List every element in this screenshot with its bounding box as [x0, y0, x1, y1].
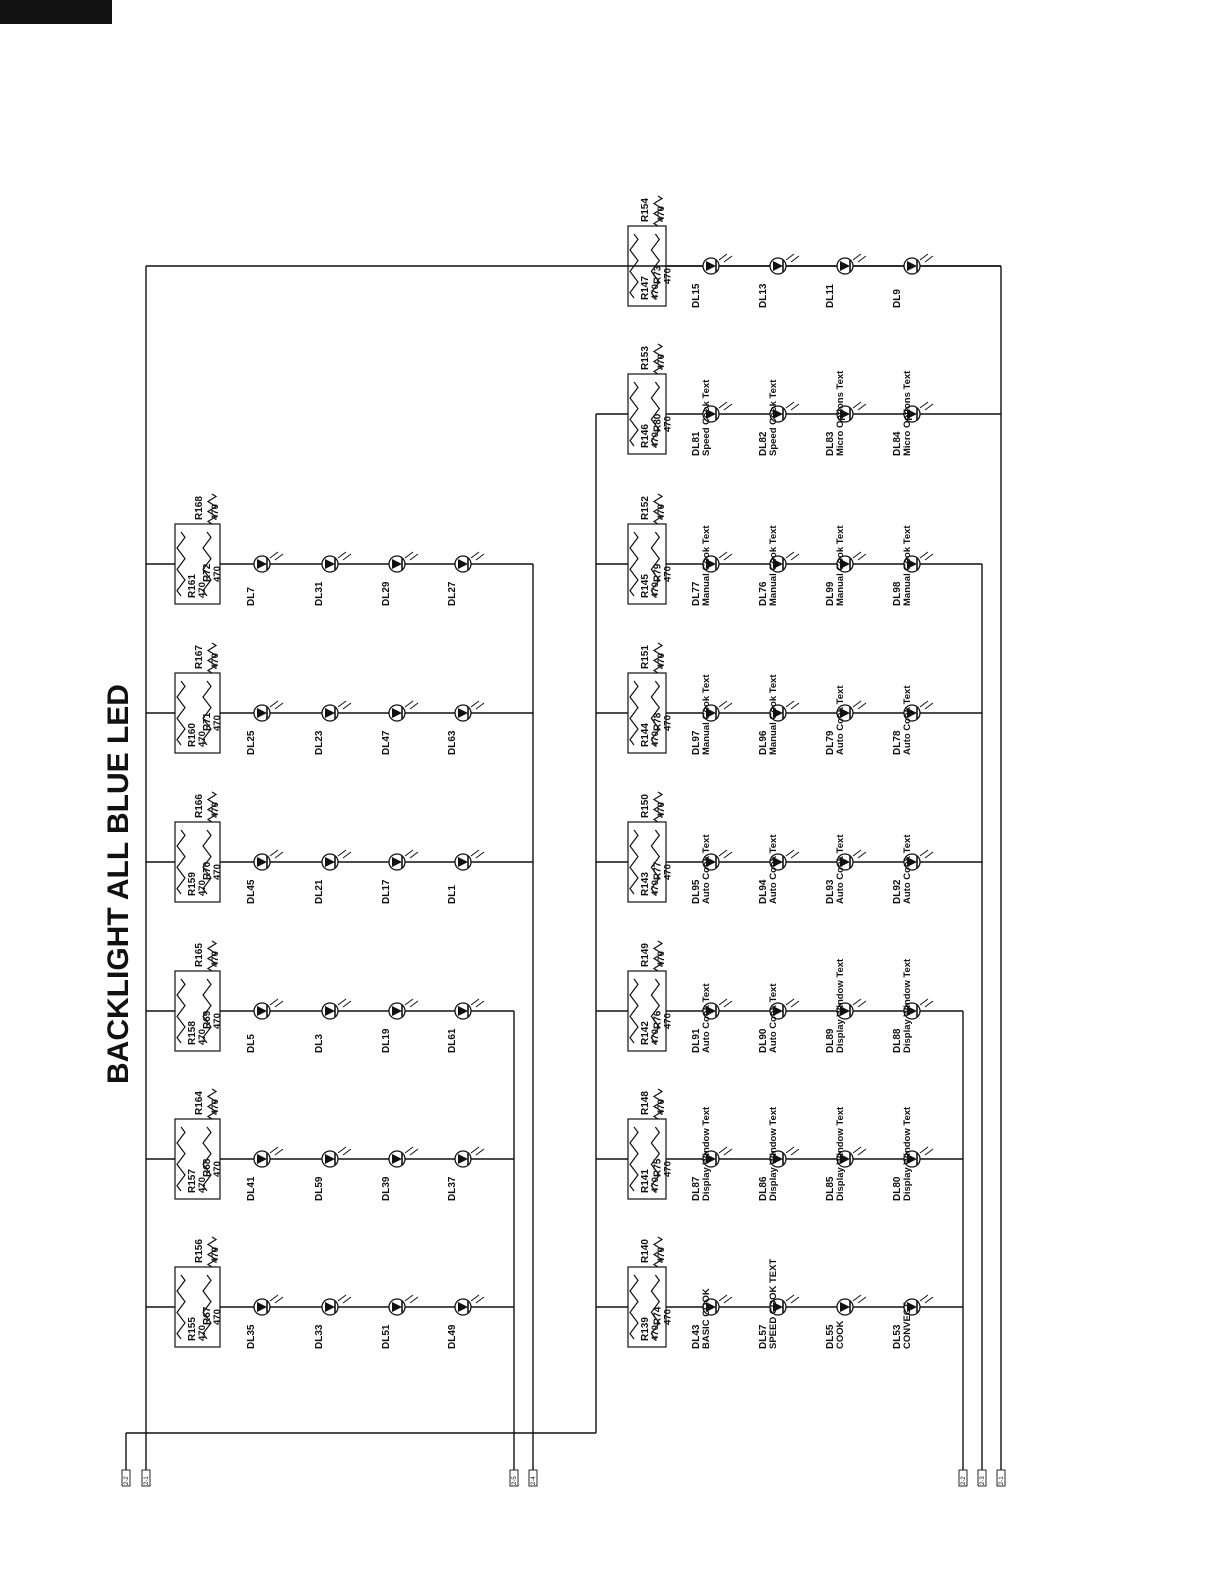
led-arrows — [853, 1147, 866, 1155]
led-label-DL61: DL61 — [447, 1028, 458, 1053]
resistor-value-R145: 470 — [650, 582, 661, 598]
resistor-value-R71: 470 — [212, 715, 223, 731]
resistor-R146 — [630, 382, 638, 446]
led-arrows — [719, 552, 732, 560]
led-arrows — [405, 850, 418, 858]
led-arrows — [920, 701, 933, 709]
resistor-label-R142: R142 — [640, 1021, 651, 1045]
resistor-value-R152: 470 — [656, 504, 667, 520]
resistor-value-R155: 470 — [197, 1325, 208, 1341]
resistor-label-R157: R157 — [187, 1169, 198, 1193]
led-label-DL33: DL33 — [314, 1324, 325, 1349]
resistor-label-R80: R80 — [652, 413, 664, 432]
led-label-DL99: DL99 — [825, 581, 836, 606]
led-label-DL76: DL76 — [758, 581, 769, 606]
led-arrows — [719, 402, 732, 410]
led-arrows — [338, 552, 351, 560]
led-arrows — [719, 1147, 732, 1155]
led-text-DL80: Display Window Text — [902, 1106, 913, 1201]
led-label-DL47: DL47 — [381, 730, 392, 755]
resistor-label-R167: R167 — [194, 645, 205, 669]
resistor-label-R149: R149 — [640, 943, 651, 967]
led-DL31 — [322, 552, 351, 572]
led-label-DL21: DL21 — [314, 879, 325, 904]
resistor-label-R161: R161 — [187, 574, 198, 598]
resistor-value-R165: 470 — [210, 951, 221, 967]
led-arrows — [338, 701, 351, 709]
led-arrows — [338, 850, 351, 858]
resistor-value-R157: 470 — [197, 1177, 208, 1193]
resistor-value-R141: 470 — [650, 1177, 661, 1193]
connector-2-1 — [997, 1470, 1005, 1486]
resistor-label-R79: R79 — [652, 563, 664, 582]
resistor-value-R161: 470 — [197, 582, 208, 598]
resistor-value-R68: 470 — [212, 1161, 223, 1177]
led-label-DL77: DL77 — [691, 581, 702, 606]
led-label-DL93: DL93 — [825, 879, 836, 904]
led-DL17 — [389, 850, 418, 870]
led-arrows — [719, 850, 732, 858]
led-DL63 — [455, 701, 484, 721]
resistor-value-R77: 470 — [662, 864, 674, 880]
led-label-DL83: DL83 — [825, 431, 836, 456]
led-label-DL82: DL82 — [758, 431, 769, 456]
resistor-R144 — [630, 681, 638, 745]
led-arrows — [920, 850, 933, 858]
connector-label: 2-5 — [512, 1476, 518, 1485]
led-DL35 — [254, 1295, 283, 1315]
led-arrows — [338, 999, 351, 1007]
led-label-DL3: DL3 — [314, 1034, 325, 1053]
connector-2-1 — [142, 1470, 150, 1486]
led-text-DL99: Manual Cook Text — [835, 525, 846, 606]
led-text-DL97: Manual Cook Text — [701, 674, 712, 755]
connector-label: 2-1 — [999, 1476, 1005, 1485]
resistor-label-R153: R153 — [640, 346, 651, 370]
schematic-title: BACKLIGHT ALL BLUE LED — [102, 684, 135, 1084]
led-label-DL9: DL9 — [892, 289, 903, 308]
resistor-R141 — [630, 1127, 638, 1191]
led-label-DL5: DL5 — [246, 1034, 257, 1053]
connector-label: 2-2 — [961, 1476, 967, 1485]
resistor-label-R68: R68 — [202, 1158, 213, 1177]
led-DL49 — [455, 1295, 484, 1315]
led-arrows — [471, 1147, 484, 1155]
led-text-DL81: Speed Cook Text — [701, 379, 712, 456]
led-label-DL91: DL91 — [691, 1028, 702, 1053]
resistor-value-R150: 470 — [656, 802, 667, 818]
led-label-DL81: DL81 — [691, 431, 702, 456]
led-label-DL55: DL55 — [825, 1324, 836, 1349]
led-label-DL97: DL97 — [691, 730, 702, 755]
resistor-value-R69: 470 — [212, 1013, 223, 1029]
connector-2-2 — [122, 1470, 130, 1486]
resistor-value-R79: 470 — [662, 566, 674, 582]
resistor-label-R72: R72 — [202, 563, 213, 582]
resistor-label-R144: R144 — [640, 723, 651, 747]
led-arrows — [338, 1147, 351, 1155]
led-label-DL25: DL25 — [246, 730, 257, 755]
led-arrows — [471, 701, 484, 709]
led-label-DL53: DL53 — [892, 1324, 903, 1349]
led-label-DL49: DL49 — [447, 1324, 458, 1349]
resistor-value-R144: 470 — [650, 731, 661, 747]
led-text-DL84: Micro Options Text — [902, 370, 913, 456]
led-text-DL91: Auto Cook Text — [701, 983, 712, 1053]
resistor-label-R77: R77 — [652, 861, 664, 880]
led-label-DL88: DL88 — [892, 1028, 903, 1053]
resistor-label-R166: R166 — [194, 794, 205, 818]
led-text-DL76: Manual Cook Text — [768, 525, 779, 606]
resistor-value-R143: 470 — [650, 880, 661, 896]
led-text-DL95: Auto Cook Text — [701, 834, 712, 904]
led-arrows — [786, 402, 799, 410]
led-text-DL94: Auto Cook Text — [768, 834, 779, 904]
resistor-value-R67: 470 — [212, 1309, 223, 1325]
led-DL61 — [455, 999, 484, 1019]
led-DL39 — [389, 1147, 418, 1167]
resistor-value-R73: 470 — [662, 268, 674, 284]
led-arrows — [719, 1295, 732, 1303]
led-label-DL19: DL19 — [381, 1028, 392, 1053]
led-DL47 — [389, 701, 418, 721]
resistor-value-R154: 470 — [656, 206, 667, 222]
led-label-DL17: DL17 — [381, 879, 392, 904]
resistor-label-R147: R147 — [640, 276, 651, 300]
led-label-DL29: DL29 — [381, 581, 392, 606]
led-label-DL63: DL63 — [447, 730, 458, 755]
led-arrows — [920, 999, 933, 1007]
led-DL15 — [703, 254, 732, 274]
resistor-R139 — [630, 1275, 638, 1339]
resistor-R155 — [177, 1275, 185, 1339]
led-arrows — [270, 701, 283, 709]
led-label-DL41: DL41 — [246, 1176, 257, 1201]
led-arrows — [270, 850, 283, 858]
led-label-DL87: DL87 — [691, 1176, 702, 1201]
resistor-label-R143: R143 — [640, 872, 651, 896]
led-label-DL45: DL45 — [246, 879, 257, 904]
led-arrows — [853, 552, 866, 560]
resistor-label-R150: R150 — [640, 794, 651, 818]
led-arrows — [786, 1295, 799, 1303]
resistor-value-R164: 470 — [210, 1099, 221, 1115]
led-DL51 — [389, 1295, 418, 1315]
resistor-label-R146: R146 — [640, 424, 651, 448]
led-arrows — [920, 1295, 933, 1303]
led-DL25 — [254, 701, 283, 721]
led-arrows — [405, 701, 418, 709]
led-label-DL84: DL84 — [892, 431, 903, 456]
connector-label: 2-3 — [980, 1476, 986, 1485]
resistor-label-R155: R155 — [187, 1317, 198, 1341]
led-text-DL83: Micro Options Text — [835, 370, 846, 456]
led-arrows — [338, 1295, 351, 1303]
resistor-value-R140: 470 — [656, 1247, 667, 1263]
led-DL33 — [322, 1295, 351, 1315]
resistor-label-R158: R158 — [187, 1021, 198, 1045]
resistor-label-R76: R76 — [652, 1010, 664, 1029]
led-text-DL82: Speed Cook Text — [768, 379, 779, 456]
resistor-value-R78: 470 — [662, 715, 674, 731]
resistor-label-R145: R145 — [640, 574, 651, 598]
resistor-value-R147: 470 — [650, 284, 661, 300]
resistor-R145 — [630, 532, 638, 596]
led-text-DL88: Display Window Text — [902, 958, 913, 1053]
resistor-label-R140: R140 — [640, 1239, 651, 1263]
resistor-value-R74: 470 — [662, 1309, 674, 1325]
led-text-DL57: SPEED COOK TEXT — [768, 1258, 779, 1349]
resistor-R158 — [177, 979, 185, 1043]
connector-2-4 — [529, 1470, 537, 1486]
led-arrows — [471, 552, 484, 560]
led-arrows — [853, 701, 866, 709]
led-DL9 — [904, 254, 933, 274]
led-DL41 — [254, 1147, 283, 1167]
resistor-label-R74: R74 — [652, 1306, 664, 1325]
resistor-label-R154: R154 — [640, 198, 651, 222]
led-DL1 — [455, 850, 484, 870]
led-arrows — [920, 1147, 933, 1155]
led-DL55 — [837, 1295, 866, 1315]
led-arrows — [786, 850, 799, 858]
resistor-label-R70: R70 — [202, 861, 213, 880]
led-arrows — [786, 254, 799, 262]
led-text-DL93: Auto Cook Text — [835, 834, 846, 904]
led-arrows — [270, 552, 283, 560]
led-label-DL51: DL51 — [381, 1324, 392, 1349]
led-arrows — [853, 999, 866, 1007]
resistor-label-R164: R164 — [194, 1091, 205, 1115]
resistor-value-R167: 470 — [210, 653, 221, 669]
led-arrows — [786, 701, 799, 709]
resistor-value-R160: 470 — [197, 731, 208, 747]
led-text-DL89: Display Window Text — [835, 958, 846, 1053]
resistor-label-R73: R73 — [652, 265, 664, 284]
led-arrows — [920, 402, 933, 410]
resistor-value-R149: 470 — [656, 951, 667, 967]
led-label-DL59: DL59 — [314, 1176, 325, 1201]
resistor-label-R78: R78 — [652, 712, 664, 731]
led-arrows — [719, 999, 732, 1007]
led-arrows — [471, 850, 484, 858]
resistor-label-R165: R165 — [194, 943, 205, 967]
led-DL13 — [770, 254, 799, 274]
led-label-DL92: DL92 — [892, 879, 903, 904]
led-DL37 — [455, 1147, 484, 1167]
led-DL27 — [455, 552, 484, 572]
led-arrows — [270, 999, 283, 1007]
led-label-DL90: DL90 — [758, 1028, 769, 1053]
led-arrows — [405, 999, 418, 1007]
led-label-DL15: DL15 — [691, 283, 702, 308]
resistor-R143 — [630, 830, 638, 894]
led-label-DL80: DL80 — [892, 1176, 903, 1201]
led-arrows — [853, 850, 866, 858]
led-label-DL94: DL94 — [758, 879, 769, 904]
resistor-label-R152: R152 — [640, 496, 651, 520]
resistor-label-R139: R139 — [640, 1317, 651, 1341]
led-arrows — [853, 402, 866, 410]
led-label-DL11: DL11 — [825, 284, 836, 308]
led-arrows — [853, 1295, 866, 1303]
resistor-R157 — [177, 1127, 185, 1191]
led-DL19 — [389, 999, 418, 1019]
led-text-DL55: COOK — [835, 1320, 846, 1349]
resistor-label-R160: R160 — [187, 723, 198, 747]
resistor-label-R71: R71 — [202, 712, 213, 731]
resistor-label-R69: R69 — [202, 1010, 213, 1029]
led-label-DL43: DL43 — [691, 1324, 702, 1349]
led-text-DL87: Display Window Text — [701, 1106, 712, 1201]
led-label-DL39: DL39 — [381, 1176, 392, 1201]
led-DL3 — [322, 999, 351, 1019]
resistor-value-R151: 470 — [656, 653, 667, 669]
led-label-DL31: DL31 — [314, 581, 325, 606]
resistor-R159 — [177, 830, 185, 894]
resistor-value-R142: 470 — [650, 1029, 661, 1045]
resistor-label-R75: R75 — [652, 1158, 664, 1177]
led-label-DL85: DL85 — [825, 1176, 836, 1201]
connector-label: 2-4 — [531, 1476, 537, 1485]
led-label-DL27: DL27 — [447, 581, 458, 606]
led-text-DL77: Manual Cook Text — [701, 525, 712, 606]
resistor-label-R141: R141 — [640, 1169, 651, 1193]
resistor-value-R148: 470 — [656, 1099, 667, 1115]
led-DL23 — [322, 701, 351, 721]
led-text-DL96: Manual Cook Text — [768, 674, 779, 755]
led-label-DL57: DL57 — [758, 1324, 769, 1349]
led-label-DL95: DL95 — [691, 879, 702, 904]
resistor-label-R148: R148 — [640, 1091, 651, 1115]
led-arrows — [471, 1295, 484, 1303]
resistor-R142 — [630, 979, 638, 1043]
led-arrows — [405, 1295, 418, 1303]
led-arrows — [270, 1295, 283, 1303]
resistor-label-R151: R151 — [640, 645, 651, 669]
resistor-value-R76: 470 — [662, 1013, 674, 1029]
led-label-DL35: DL35 — [246, 1324, 257, 1349]
resistor-label-R168: R168 — [194, 496, 205, 520]
led-text-DL90: Auto Cook Text — [768, 983, 779, 1053]
led-label-DL37: DL37 — [447, 1176, 458, 1201]
led-DL11 — [837, 254, 866, 274]
led-arrows — [270, 1147, 283, 1155]
led-arrows — [786, 999, 799, 1007]
led-DL21 — [322, 850, 351, 870]
led-arrows — [719, 254, 732, 262]
connector-label: 2-1 — [144, 1476, 150, 1485]
led-arrows — [920, 254, 933, 262]
resistor-R160 — [177, 681, 185, 745]
led-DL7 — [254, 552, 283, 572]
resistor-value-R72: 470 — [212, 566, 223, 582]
resistor-label-R159: R159 — [187, 872, 198, 896]
resistor-R161 — [177, 532, 185, 596]
led-arrows — [920, 552, 933, 560]
resistor-value-R139: 470 — [650, 1325, 661, 1341]
led-DL5 — [254, 999, 283, 1019]
resistor-value-R75: 470 — [662, 1161, 674, 1177]
led-DL29 — [389, 552, 418, 572]
led-arrows — [405, 552, 418, 560]
led-arrows — [786, 1147, 799, 1155]
connector-2-3 — [978, 1470, 986, 1486]
led-label-DL13: DL13 — [758, 283, 769, 308]
connector-2-5 — [510, 1470, 518, 1486]
resistor-label-R67: R67 — [202, 1306, 213, 1325]
led-label-DL7: DL7 — [246, 587, 257, 606]
led-arrows — [786, 552, 799, 560]
resistor-value-R153: 470 — [656, 354, 667, 370]
led-label-DL23: DL23 — [314, 730, 325, 755]
resistor-value-R146: 470 — [650, 432, 661, 448]
resistor-value-R80: 470 — [662, 416, 674, 432]
resistor-value-R158: 470 — [197, 1029, 208, 1045]
led-text-DL85: Display Window Text — [835, 1106, 846, 1201]
led-label-DL86: DL86 — [758, 1176, 769, 1201]
resistor-value-R159: 470 — [197, 880, 208, 896]
led-text-DL86: Display Window Text — [768, 1106, 779, 1201]
led-text-DL92: Auto Cook Text — [902, 834, 913, 904]
resistor-value-R156: 470 — [210, 1247, 221, 1263]
led-label-DL79: DL79 — [825, 730, 836, 755]
connector-label: 2-2 — [124, 1476, 130, 1485]
resistor-label-R156: R156 — [194, 1239, 205, 1263]
led-text-DL79: Auto Cook Text — [835, 685, 846, 755]
led-text-DL43: BASIC COOK — [701, 1288, 712, 1349]
resistor-value-R166: 470 — [210, 802, 221, 818]
led-arrows — [853, 254, 866, 262]
led-label-DL98: DL98 — [892, 581, 903, 606]
led-label-DL1: DL1 — [447, 885, 458, 904]
led-arrows — [471, 999, 484, 1007]
led-text-DL53: CONVECT — [902, 1302, 913, 1349]
led-text-DL98: Manual Cook Text — [902, 525, 913, 606]
led-text-DL78: Auto Cook Text — [902, 685, 913, 755]
led-DL45 — [254, 850, 283, 870]
led-label-DL78: DL78 — [892, 730, 903, 755]
led-label-DL96: DL96 — [758, 730, 769, 755]
resistor-value-R70: 470 — [212, 864, 223, 880]
connector-2-2 — [959, 1470, 967, 1486]
led-DL59 — [322, 1147, 351, 1167]
led-label-DL89: DL89 — [825, 1028, 836, 1053]
led-arrows — [719, 701, 732, 709]
led-arrows — [405, 1147, 418, 1155]
resistor-value-R168: 470 — [210, 504, 221, 520]
